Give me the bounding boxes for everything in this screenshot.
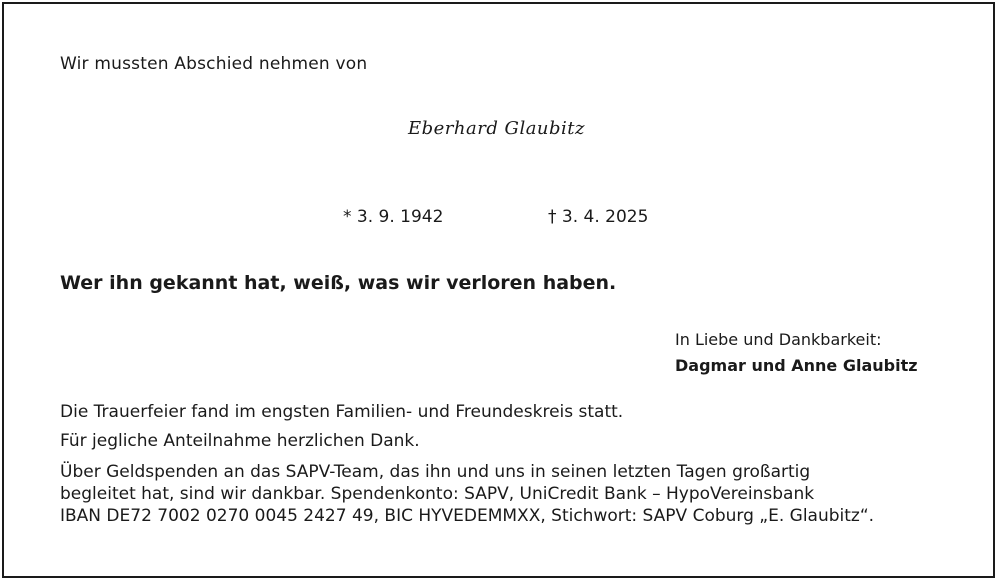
- donation-line: begleitet hat, sind wir dankbar. Spendenkonto: SAPV, UniCredit Bank – HypoVereinsbank: [60, 484, 815, 504]
- donation-line: IBAN DE72 7002 0270 0045 2427 49, BIC HYVEDEMMXX, Stichwort: SAPV Coburg „E. Glaubitz“.: [60, 506, 875, 526]
- intro-text: Wir mussten Abschied nehmen von: [60, 54, 368, 74]
- motto-text: Wer ihn gekannt hat, weiß, was wir verloren haben.: [60, 272, 617, 294]
- birth-date: * 3. 9. 1942: [343, 207, 444, 227]
- thanks-notice: Für jegliche Anteilnahme herzlichen Dank.: [60, 431, 420, 451]
- donation-line: Über Geldspenden an das SAPV-Team, das ihn und uns in seinen letzten Tagen großartig: [60, 462, 811, 482]
- thanks-label: In Liebe und Dankbarkeit:: [675, 330, 882, 349]
- funeral-notice: Die Trauerfeier fand im engsten Familien- und Freundeskreis statt.: [60, 402, 624, 422]
- donation-paragraph: [60, 461, 940, 527]
- death-date: † 3. 4. 2025: [548, 207, 649, 227]
- bereaved-names: Dagmar und Anne Glaubitz: [675, 356, 918, 375]
- deceased-name: Eberhard Glaubitz: [407, 118, 586, 139]
